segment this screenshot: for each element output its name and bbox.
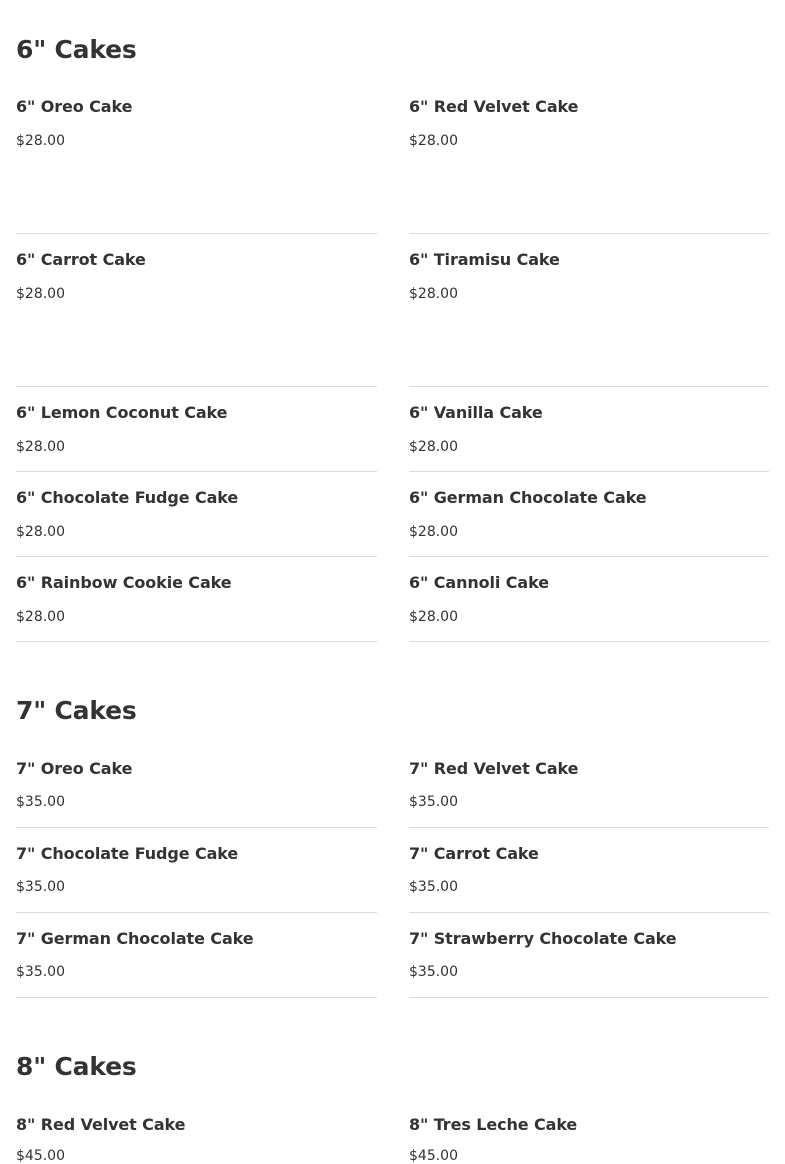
item-price: $28.00	[409, 609, 458, 625]
menu-item[interactable]	[409, 403, 769, 472]
item-price: $28.00	[16, 133, 65, 149]
item-price: $45.00	[16, 1148, 65, 1164]
menu-item[interactable]	[16, 488, 377, 557]
item-price: $45.00	[409, 1148, 458, 1164]
section-title: 6" Cakes	[16, 35, 137, 64]
item-price: $28.00	[16, 286, 65, 302]
item-name[interactable]: 6" Chocolate Fudge Cake	[16, 488, 239, 507]
item-price: $35.00	[409, 794, 458, 810]
menu-item[interactable]	[409, 844, 769, 913]
item-name[interactable]: 6" Lemon Coconut Cake	[16, 403, 228, 422]
item-price: $28.00	[409, 524, 458, 540]
item-name[interactable]: 7" German Chocolate Cake	[16, 929, 254, 948]
menu-item[interactable]	[409, 573, 769, 642]
menu-item[interactable]	[16, 929, 377, 998]
item-name[interactable]: 6" Vanilla Cake	[409, 403, 543, 422]
menu-item[interactable]	[409, 250, 769, 387]
item-name[interactable]: 7" Red Velvet Cake	[409, 759, 579, 778]
item-price: $35.00	[16, 794, 65, 810]
menu-item[interactable]	[409, 929, 769, 998]
item-name[interactable]: 6" Cannoli Cake	[409, 573, 549, 592]
item-price: $28.00	[16, 439, 65, 455]
menu-item[interactable]	[16, 759, 377, 828]
item-name[interactable]: 7" Carrot Cake	[409, 844, 539, 863]
item-name[interactable]: 6" German Chocolate Cake	[409, 488, 647, 507]
item-name[interactable]: 6" Oreo Cake	[16, 97, 133, 116]
menu-item[interactable]	[16, 403, 377, 472]
item-price: $28.00	[409, 286, 458, 302]
item-price: $35.00	[16, 964, 65, 980]
item-name[interactable]: 6" Red Velvet Cake	[409, 97, 579, 116]
menu-item[interactable]	[409, 759, 769, 828]
menu-item[interactable]	[16, 250, 377, 387]
item-price: $28.00	[409, 439, 458, 455]
item-price: $28.00	[16, 524, 65, 540]
menu-item[interactable]	[16, 844, 377, 913]
item-price: $28.00	[409, 133, 458, 149]
item-name[interactable]: 6" Tiramisu Cake	[409, 250, 560, 269]
menu-item[interactable]	[16, 97, 377, 234]
item-name[interactable]: 7" Oreo Cake	[16, 759, 133, 778]
section-title: 7" Cakes	[16, 696, 137, 725]
menu-item[interactable]	[16, 1115, 377, 1164]
item-name[interactable]: 8" Red Velvet Cake	[16, 1115, 186, 1134]
menu-item[interactable]	[409, 1115, 769, 1164]
menu-item[interactable]	[409, 97, 769, 234]
item-price: $35.00	[16, 879, 65, 895]
item-name[interactable]: 7" Chocolate Fudge Cake	[16, 844, 239, 863]
item-name[interactable]: 7" Strawberry Chocolate Cake	[409, 929, 677, 948]
item-price: $35.00	[409, 964, 458, 980]
item-name[interactable]: 6" Rainbow Cookie Cake	[16, 573, 232, 592]
item-name[interactable]: 8" Tres Leche Cake	[409, 1115, 578, 1134]
menu-item[interactable]	[16, 573, 377, 642]
menu-item[interactable]	[409, 488, 769, 557]
item-price: $35.00	[409, 879, 458, 895]
item-name[interactable]: 6" Carrot Cake	[16, 250, 146, 269]
item-price: $28.00	[16, 609, 65, 625]
section-title: 8" Cakes	[16, 1052, 137, 1081]
